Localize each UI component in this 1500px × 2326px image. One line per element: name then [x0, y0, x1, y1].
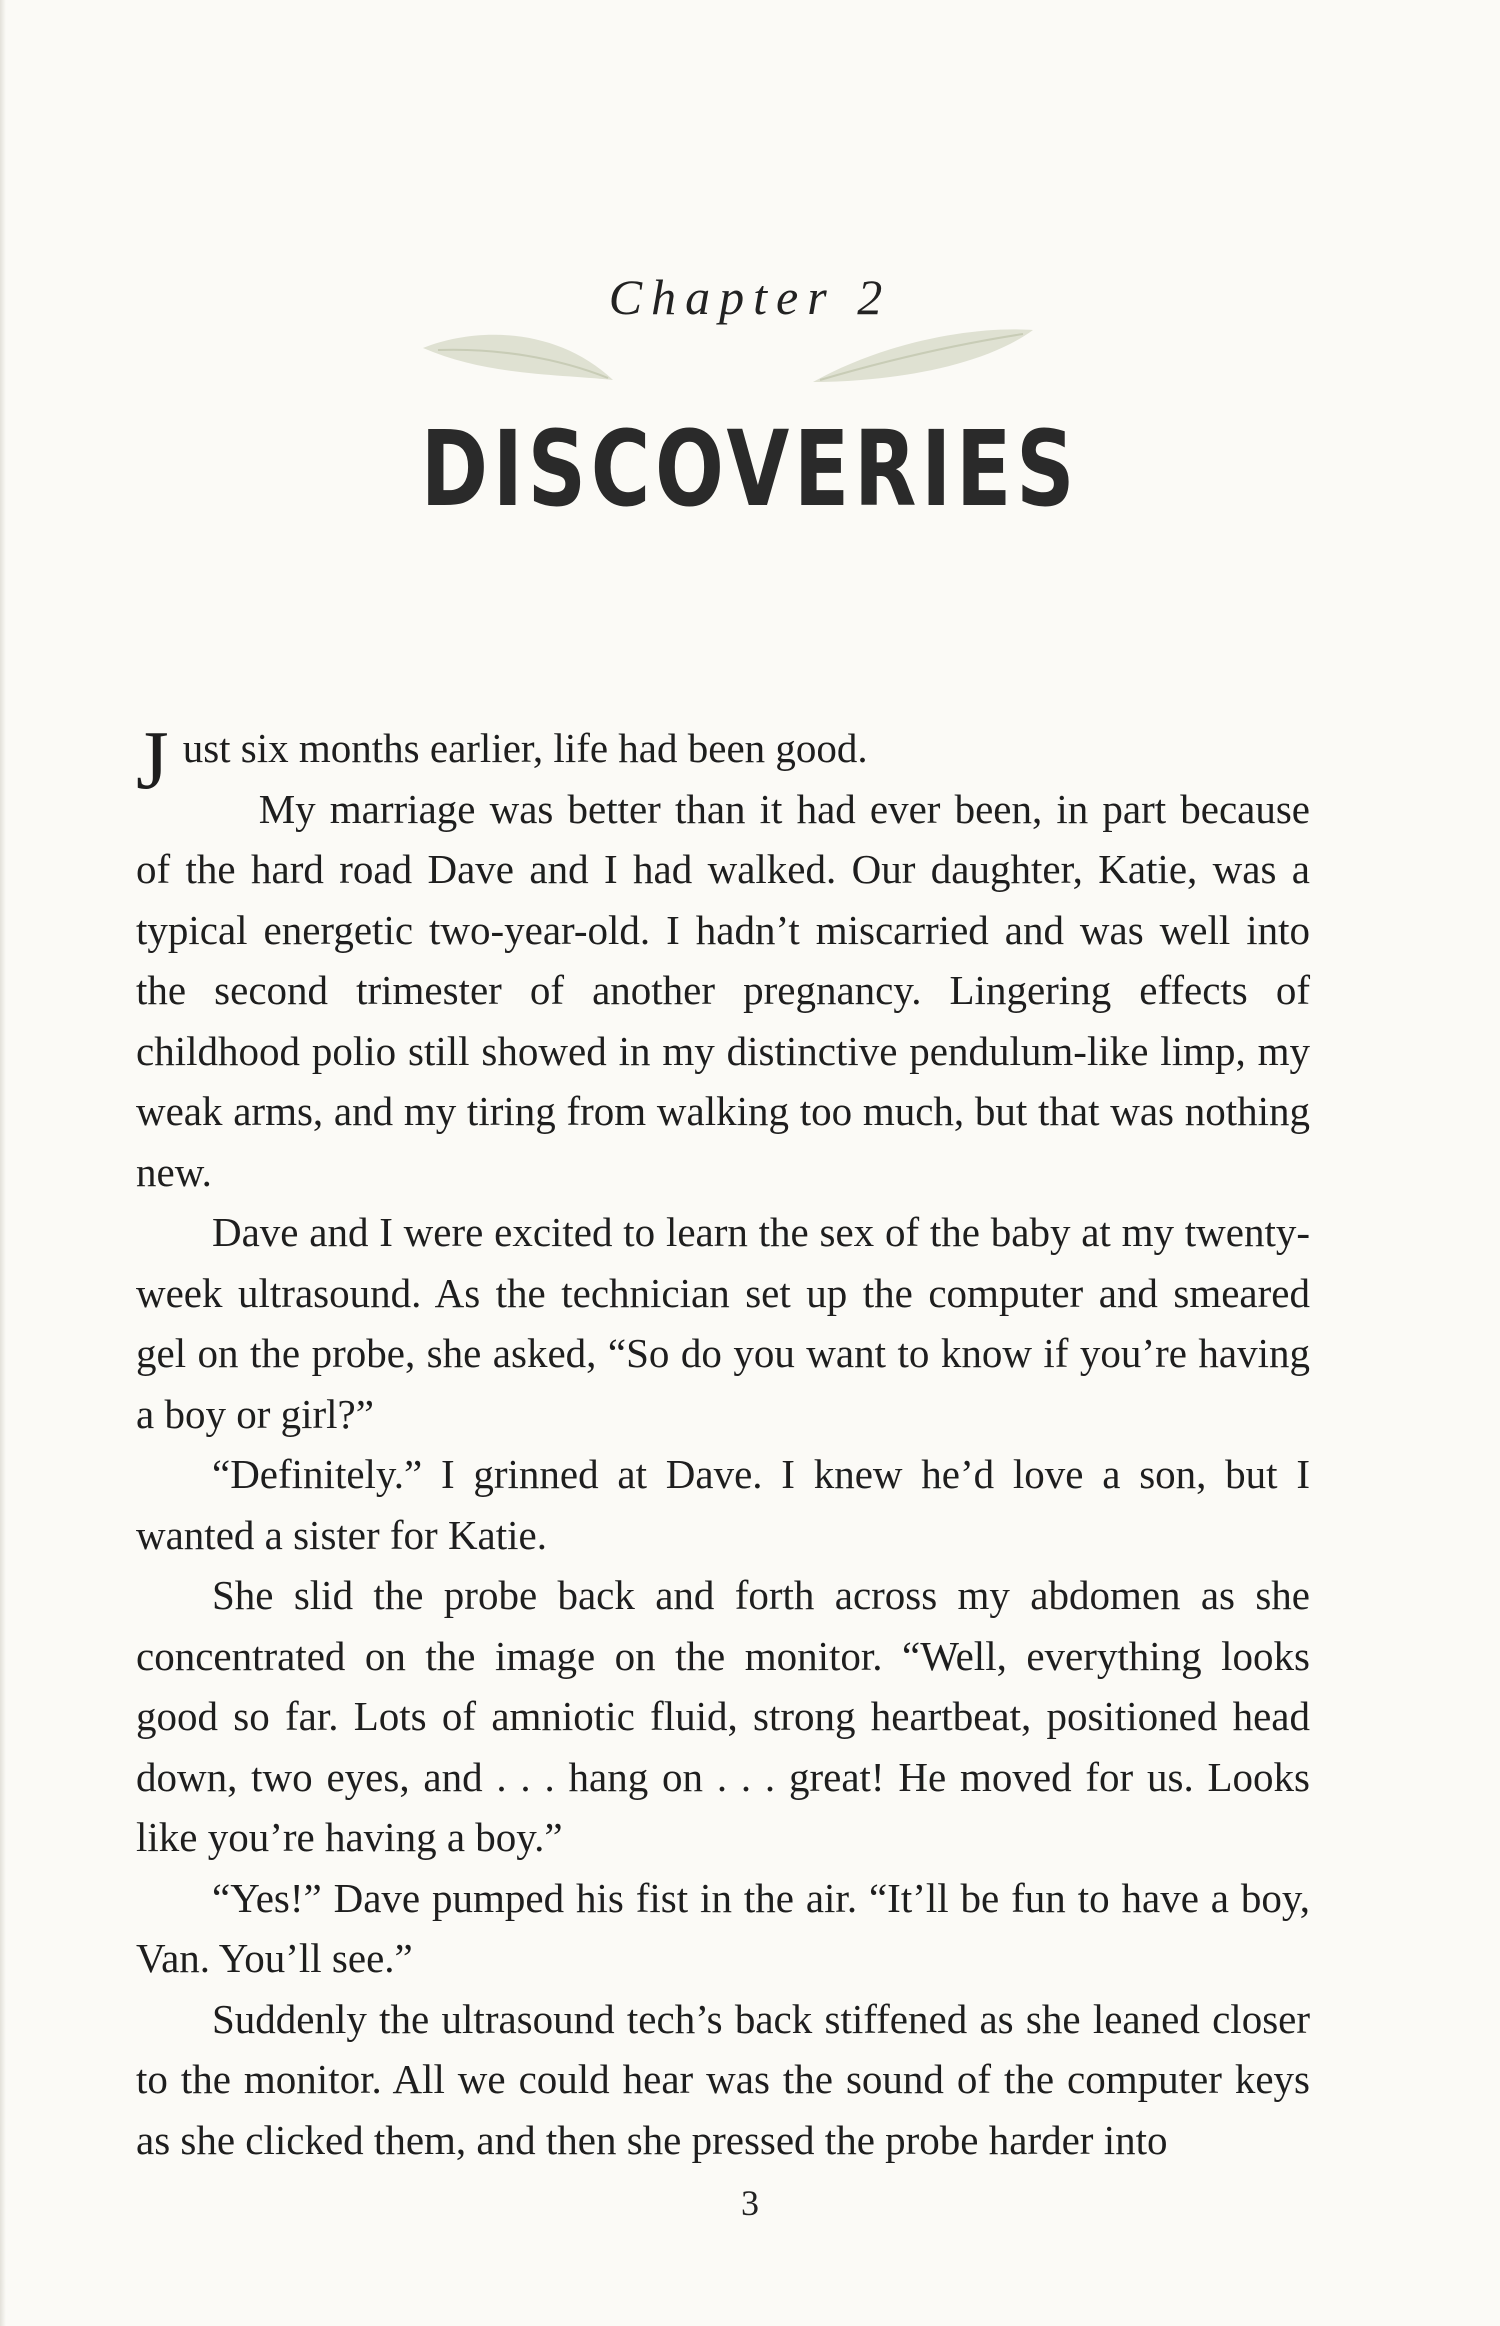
paragraph-4: “Definitely.” I grinned at Dave. I knew he’d love a son, but I wanted a sister for Katie. — [136, 1451, 1310, 1558]
paragraph-text: ust six months earlier, life had been good. — [182, 725, 868, 771]
paragraph-2: My marriage was better than it had ever been, in part because of the hard road Dave and I had walked. Our daughter, Katie, was a typical energetic two-year-old. I hadn’t miscarried and was well into the second trimester of another pregnancy. Lingering effects of childhood polio still showed in my distinctive pendulum-like limp, my weak arms, and my tiring from walking too much, but that was nothing new. — [136, 785, 1310, 1195]
chapter-label: Chapter 2 — [608, 269, 892, 325]
right-leaf-ornament-icon — [808, 318, 1038, 398]
left-leaf-ornament-icon — [418, 318, 618, 398]
scan-edge-shadow — [0, 0, 6, 2326]
chapter-body — [136, 714, 1310, 2170]
page-number: 3 — [741, 2183, 759, 2223]
paragraph-5: She slid the probe back and forth across my abdomen as she concentrated on the image on the monitor. “Well, everything looks good so far. Lots of amniotic fluid, strong heartbeat, positioned head down, two eyes, and . . . hang on . . . great! He moved for us. Looks like you’re having a boy.” — [136, 1572, 1310, 1860]
drop-cap: J — [136, 714, 169, 807]
paragraph-3: Dave and I were excited to learn the sex of the baby at my twenty-week ultrasound. As the technician set up the computer and smeared gel on the probe, she asked, “So do you want to know if you’re having a boy or girl?” — [136, 1209, 1310, 1437]
paragraph-6: “Yes!” Dave pumped his fist in the air. “It’ll be fun to have a boy, Van. You’ll see.” — [136, 1874, 1310, 1981]
paragraph-7: Suddenly the ultrasound tech’s back stiffened as she leaned closer to the monitor. All we could hear was the sound of the computer keys as she clicked them, and then she pressed the probe harder into — [136, 1995, 1310, 2163]
paragraph-1 — [136, 714, 1310, 807]
chapter-title: DISCOVERIES — [420, 408, 1080, 530]
